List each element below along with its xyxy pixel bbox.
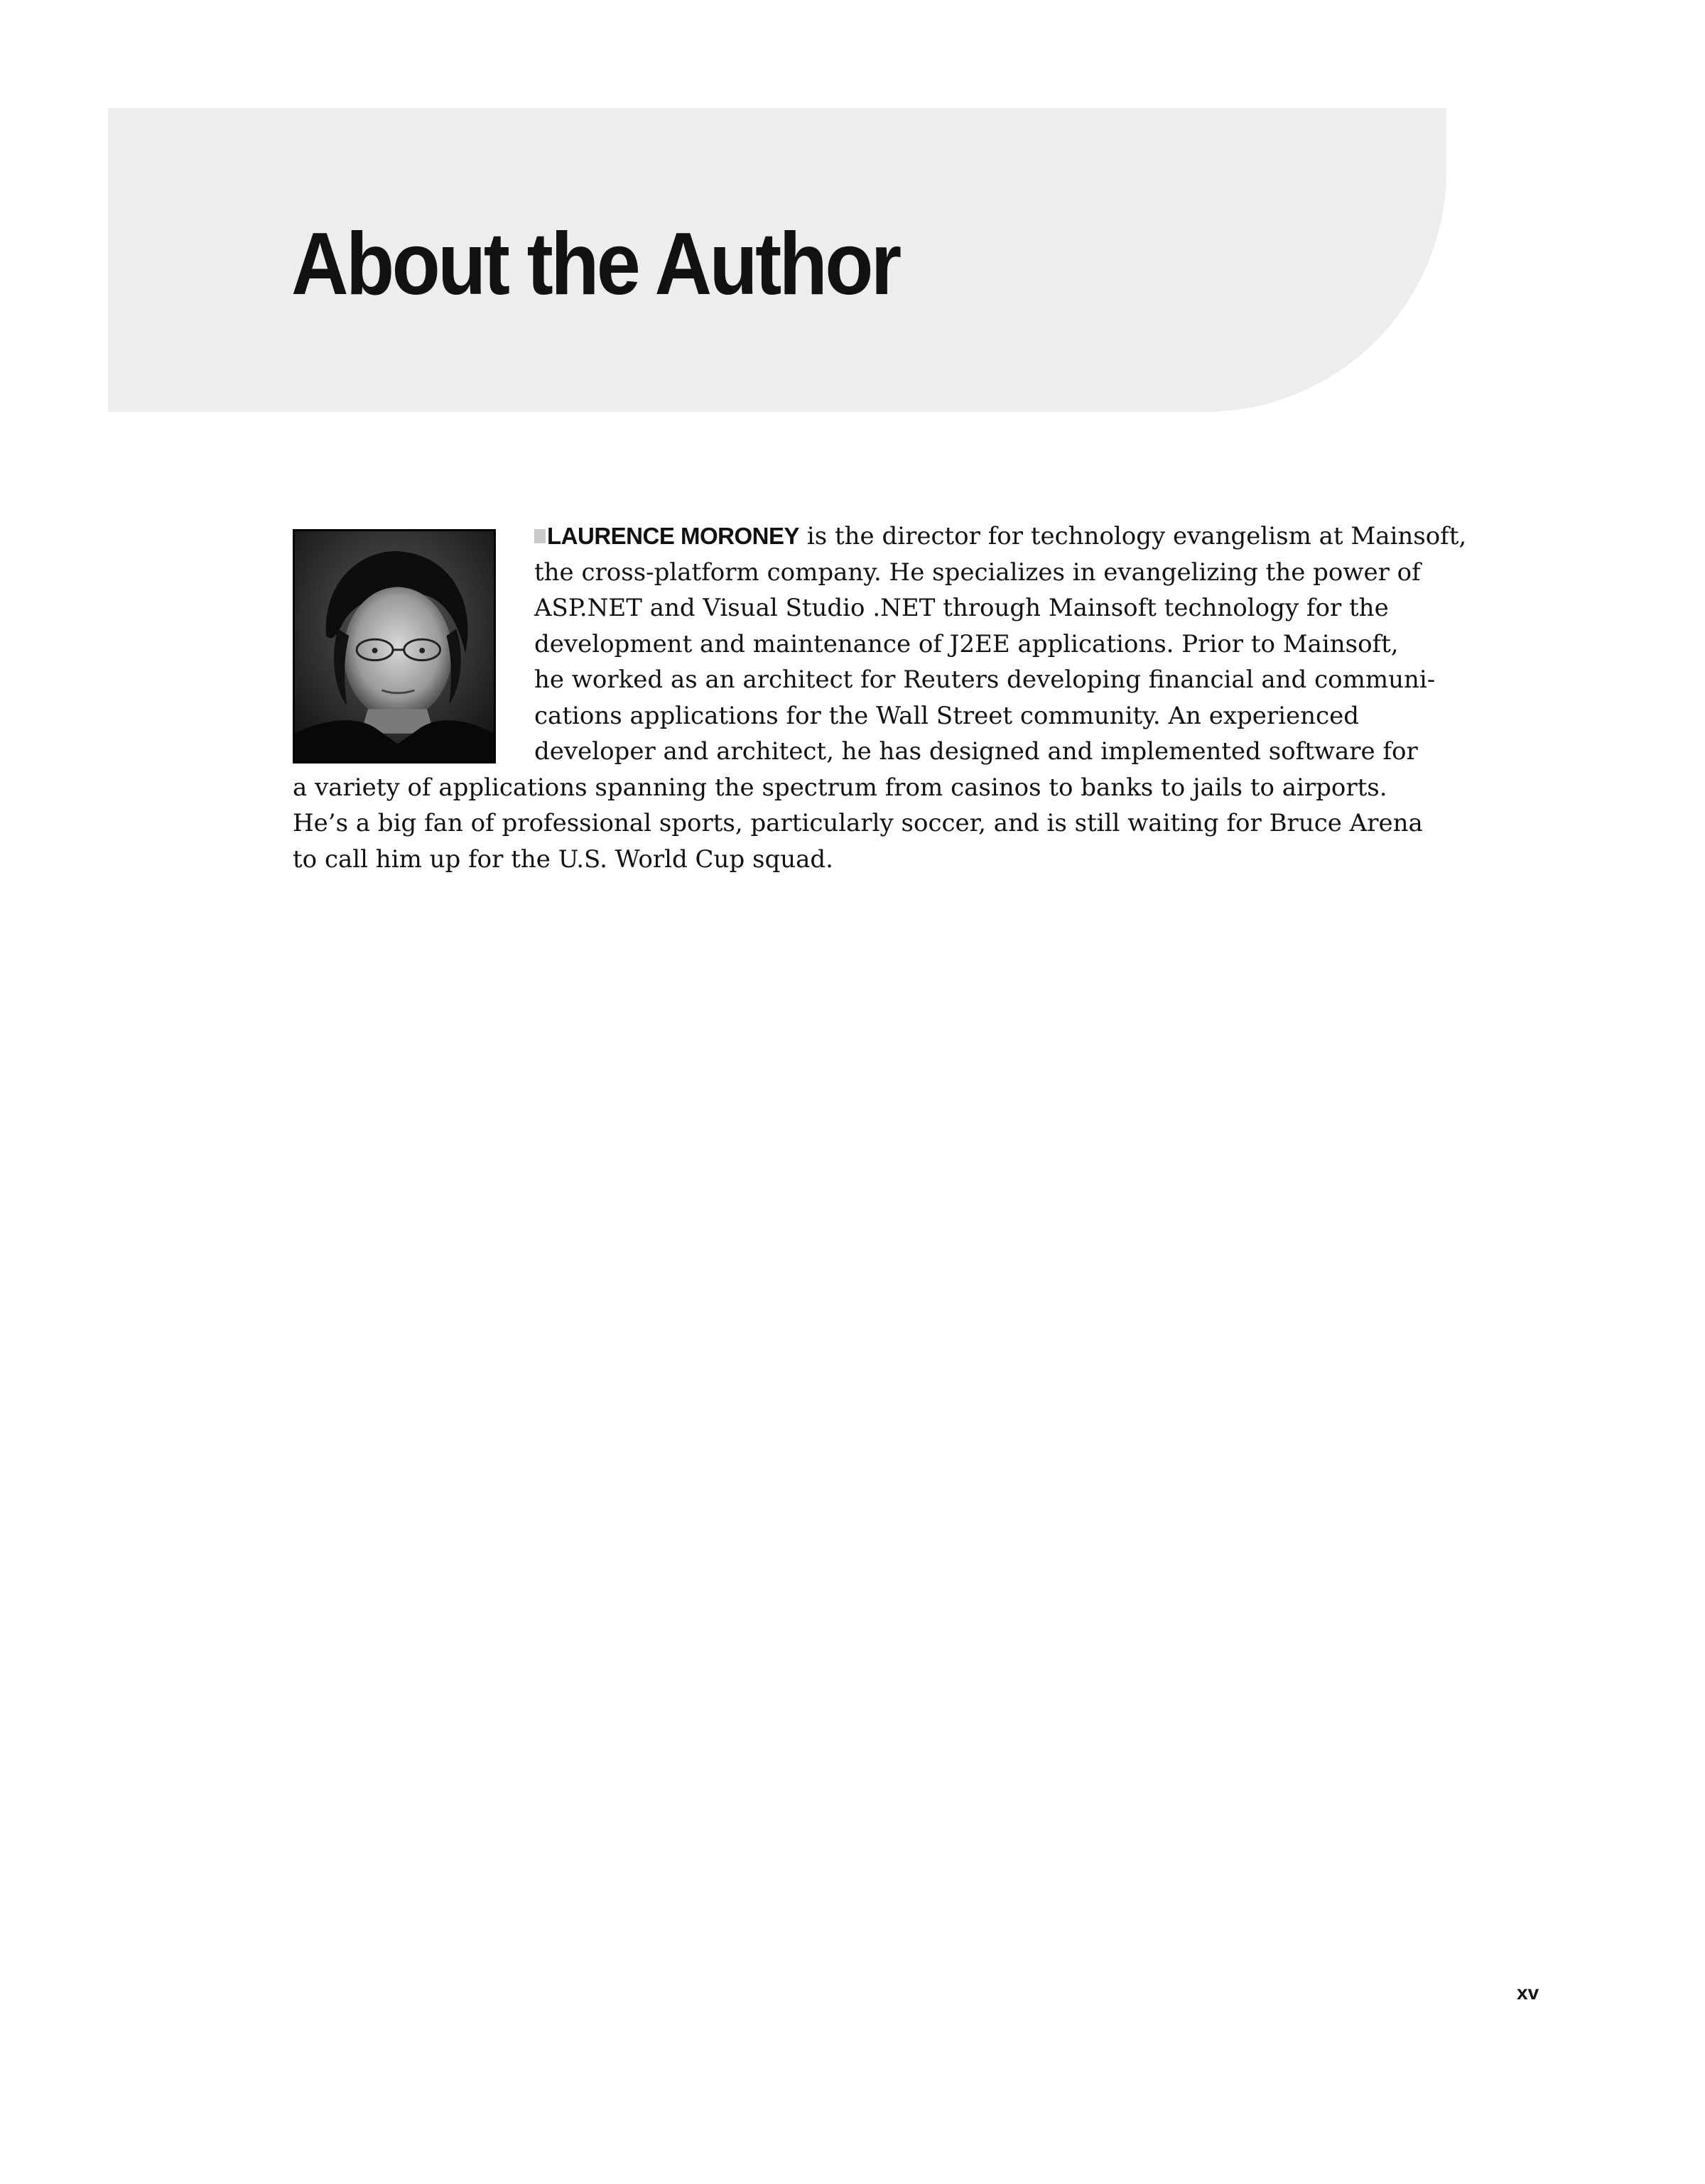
page-number: xv (1517, 1982, 1539, 2004)
bio-line: the cross-platform company. He specializes in evangelizing the power of (534, 558, 1421, 587)
author-name: LAURENCE MORONEY (547, 523, 800, 549)
author-bio (293, 518, 1467, 877)
bio-line: development and maintenance of J2EE applications. Prior to Mainsoft, (534, 629, 1399, 658)
bio-line: cations applications for the Wall Street community. An experienced (534, 701, 1359, 730)
bio-line (293, 518, 1467, 555)
bio-line: developer and architect, he has designed and implemented software for (534, 737, 1418, 766)
bio-line-text: is the director for technology evangelism at Mainsoft, (799, 522, 1467, 550)
chapter-title: About the Author (291, 215, 899, 313)
bio-line: ASP.NET and Visual Studio .NET through Mainsoft technology for the (534, 594, 1389, 622)
bio-line: to call him up for the U.S. World Cup squad. (293, 844, 833, 874)
bio-line: he worked as an architect for Reuters developing financial and communi- (534, 665, 1436, 694)
bio-line: He’s a big fan of professional sports, particularly soccer, and is still waiting for Bruce Arena (293, 809, 1423, 837)
bio-line: a variety of applications spanning the spectrum from casinos to banks to jails to airports. (293, 773, 1387, 802)
section-marker-icon (534, 529, 546, 543)
